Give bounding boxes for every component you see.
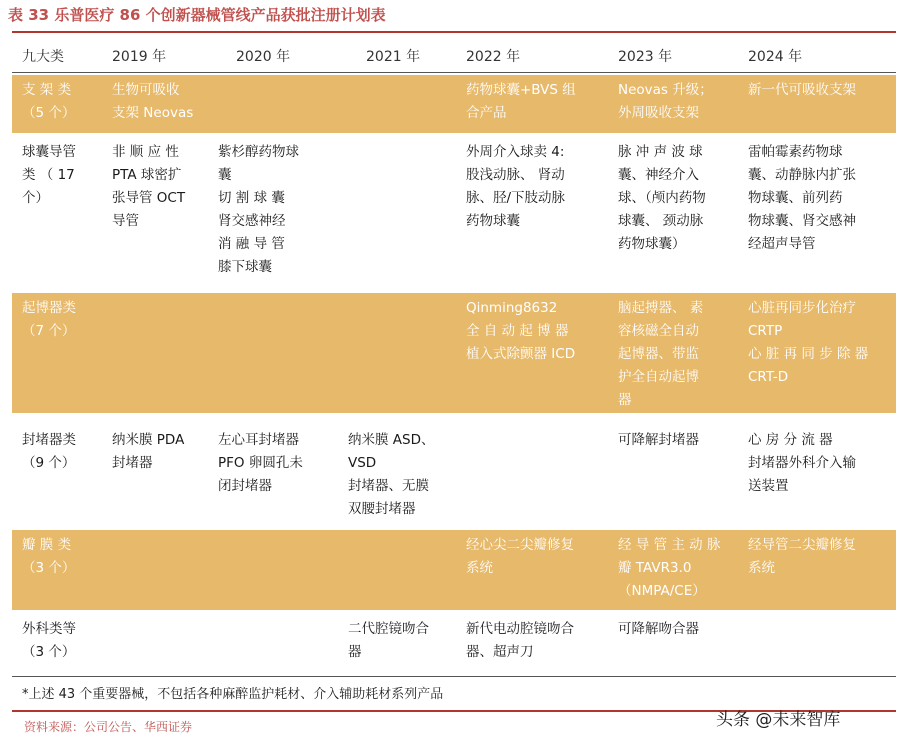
cell-line: CRT-D	[748, 369, 789, 385]
cell-line: 物球囊、前列药	[748, 190, 843, 206]
cell-line: （3 个）	[22, 644, 76, 660]
cell-line: 药物球囊）	[618, 236, 686, 252]
cell-line: 心 房 分 流 器	[748, 432, 833, 448]
cell-line: 球、（颅内药物	[618, 190, 706, 206]
cell-2022	[466, 141, 608, 233]
header-2019: 2019 年	[112, 49, 167, 65]
cell-line: 囊	[218, 167, 232, 183]
table-row	[12, 425, 896, 521]
cell-line: （7 个）	[22, 323, 76, 339]
cell-2024	[748, 429, 890, 498]
header-2020: 2020 年	[236, 49, 291, 65]
cell-line: 囊、神经介入	[618, 167, 699, 183]
cell-line: 系统	[466, 560, 493, 576]
cell-line: （5 个）	[22, 105, 76, 121]
cell-2024	[748, 297, 890, 389]
cell-2019	[112, 79, 210, 125]
cell-line: Qinming8632	[466, 300, 558, 316]
cell-line: 囊、动静脉内扩张	[748, 167, 856, 183]
cell-category	[22, 534, 106, 580]
cell-line: 系统	[748, 560, 775, 576]
cell-line: 消 融 导 管	[218, 236, 285, 252]
cell-line: 紫杉醇药物球	[218, 144, 299, 160]
cell-line: 纳米膜 PDA	[112, 432, 185, 448]
cell-line: 经 导 管 主 动 脉	[618, 537, 721, 553]
cell-2024	[748, 141, 890, 256]
cell-2022	[466, 79, 608, 125]
cell-line: 药物球囊+BVS 组	[466, 82, 576, 98]
cell-line: 脉 冲 声 波 球	[618, 144, 703, 160]
cell-line: 支架 Neovas	[112, 105, 194, 121]
cell-line: 张导管 OCT	[112, 190, 186, 206]
cell-line: 非 顺 应 性	[112, 144, 179, 160]
cell-2023	[618, 297, 736, 412]
cell-line: 外周介入球卖 4:	[466, 144, 565, 160]
cell-line: 外科类等	[22, 621, 76, 637]
cell-2022	[466, 534, 608, 580]
cell-line: 经超声导管	[748, 236, 816, 252]
cell-line: 脑起搏器、 素	[618, 300, 704, 316]
cell-line: 纳米膜 ASD、	[348, 432, 435, 448]
header-2023: 2023 年	[618, 49, 673, 65]
cell-line: 瓣 膜 类	[22, 537, 72, 553]
cell-2020	[218, 429, 340, 498]
source-note: 资料来源：公司公告、华西证券	[24, 720, 193, 734]
cell-line: （NMPA/CE）	[618, 583, 706, 599]
cell-line: 闭封堵器	[218, 478, 272, 494]
table-row	[12, 293, 896, 413]
watermark: 头条 @未来智库	[716, 710, 841, 730]
cell-2021	[348, 618, 458, 664]
cell-line: 心 脏 再 同 步 除 器	[748, 346, 869, 362]
cell-line: 外周吸收支架	[618, 105, 699, 121]
cell-line: 球囊、 颈动脉	[618, 213, 704, 229]
cell-line: 切 割 球 囊	[218, 190, 285, 206]
cell-line: 合产品	[466, 105, 507, 121]
cell-line: 物球囊、肾交感神	[748, 213, 856, 229]
cell-2023	[618, 79, 736, 125]
table-row	[12, 530, 896, 610]
cell-line: 股浅动脉、 肾动	[466, 167, 565, 183]
cell-category	[22, 141, 106, 210]
cell-2023	[618, 429, 736, 452]
cell-2024	[748, 534, 890, 580]
cell-line: 肾交感神经	[218, 213, 286, 229]
cell-line: （3 个）	[22, 560, 76, 576]
cell-line: 脉、胫/下肢动脉	[466, 190, 566, 206]
cell-2023	[618, 534, 736, 603]
table-row	[12, 75, 896, 133]
cell-category	[22, 429, 106, 475]
header-2021: 2021 年	[366, 49, 421, 65]
header-2022: 2022 年	[466, 49, 521, 65]
cell-line: 封堵器类	[22, 432, 76, 448]
cell-line: Neovas 升级；	[618, 82, 713, 98]
cell-2023	[618, 618, 736, 641]
table-row	[12, 614, 896, 674]
cell-line: 封堵器、无膜	[348, 478, 429, 494]
cell-line: 膝下球囊	[218, 259, 272, 275]
cell-2023	[618, 141, 736, 256]
cell-line: 可降解封堵器	[618, 432, 699, 448]
cell-line: 器	[618, 392, 632, 408]
cell-line: 全 自 动 起 博 器	[466, 323, 569, 339]
table-header	[12, 40, 896, 70]
cell-line: 心脏再同步化治疗	[748, 300, 856, 316]
cell-line: 雷帕霉素药物球	[748, 144, 843, 160]
cell-line: 生物可吸收	[112, 82, 180, 98]
cell-line: 新代电动腔镜吻合	[466, 621, 574, 637]
cell-category	[22, 618, 106, 664]
cell-line: 器、超声刀	[466, 644, 534, 660]
cell-line: 经导管二尖瓣修复	[748, 537, 856, 553]
table-row	[12, 137, 896, 293]
cell-line: PFO 卵圆孔未	[218, 455, 303, 471]
cell-line: 类 （ 17	[22, 167, 75, 183]
cell-2019	[112, 141, 210, 233]
cell-2020	[218, 141, 340, 279]
cell-category	[22, 79, 106, 125]
cell-line: 瓣 TAVR3.0	[618, 560, 692, 576]
bottom-rule	[12, 676, 896, 677]
cell-line: 二代腔镜吻合	[348, 621, 429, 637]
cell-2019	[112, 429, 210, 475]
cell-line: 容核磁全自动	[618, 323, 699, 339]
cell-line: 器	[348, 644, 362, 660]
top-rule	[12, 31, 896, 33]
cell-line: 经心尖二尖瓣修复	[466, 537, 574, 553]
cell-line: PTA 球密扩	[112, 167, 182, 183]
cell-line: 起博器类	[22, 300, 76, 316]
cell-2022	[466, 618, 608, 664]
cell-category	[22, 297, 106, 343]
cell-line: 药物球囊	[466, 213, 520, 229]
cell-line: 起博器、带监	[618, 346, 699, 362]
cell-line: CRTP	[748, 323, 783, 339]
header-category: 九大类	[22, 49, 64, 65]
cell-2021	[348, 429, 458, 521]
cell-line: 可降解吻合器	[618, 621, 699, 637]
cell-line: 送装置	[748, 478, 789, 494]
cell-line: 封堵器	[112, 455, 153, 471]
cell-line: 个）	[22, 190, 49, 206]
cell-line: 双腰封堵器	[348, 501, 416, 517]
table-title: 表 33 乐普医疗 86 个创新器械管线产品获批注册计划表	[8, 6, 386, 24]
header-rule	[12, 72, 896, 73]
cell-line: 导管	[112, 213, 139, 229]
cell-line: 支 架 类	[22, 82, 72, 98]
cell-2022	[466, 297, 608, 366]
cell-line: 新一代可吸收支架	[748, 82, 856, 98]
cell-line: 护全自动起博	[618, 369, 699, 385]
cell-line: 封堵器外科介入输	[748, 455, 856, 471]
cell-line: 左心耳封堵器	[218, 432, 299, 448]
cell-line: 球囊导管	[22, 144, 76, 160]
cell-line: VSD	[348, 455, 377, 471]
header-2024: 2024 年	[748, 49, 803, 65]
cell-line: （9 个）	[22, 455, 76, 471]
cell-2024	[748, 79, 890, 102]
table-footnote: *上述 43 个重要器械，不包括各种麻醉监护耗材、介入辅助耗材系列产品	[22, 687, 444, 702]
cell-line: 植入式除颤器 ICD	[466, 346, 576, 362]
